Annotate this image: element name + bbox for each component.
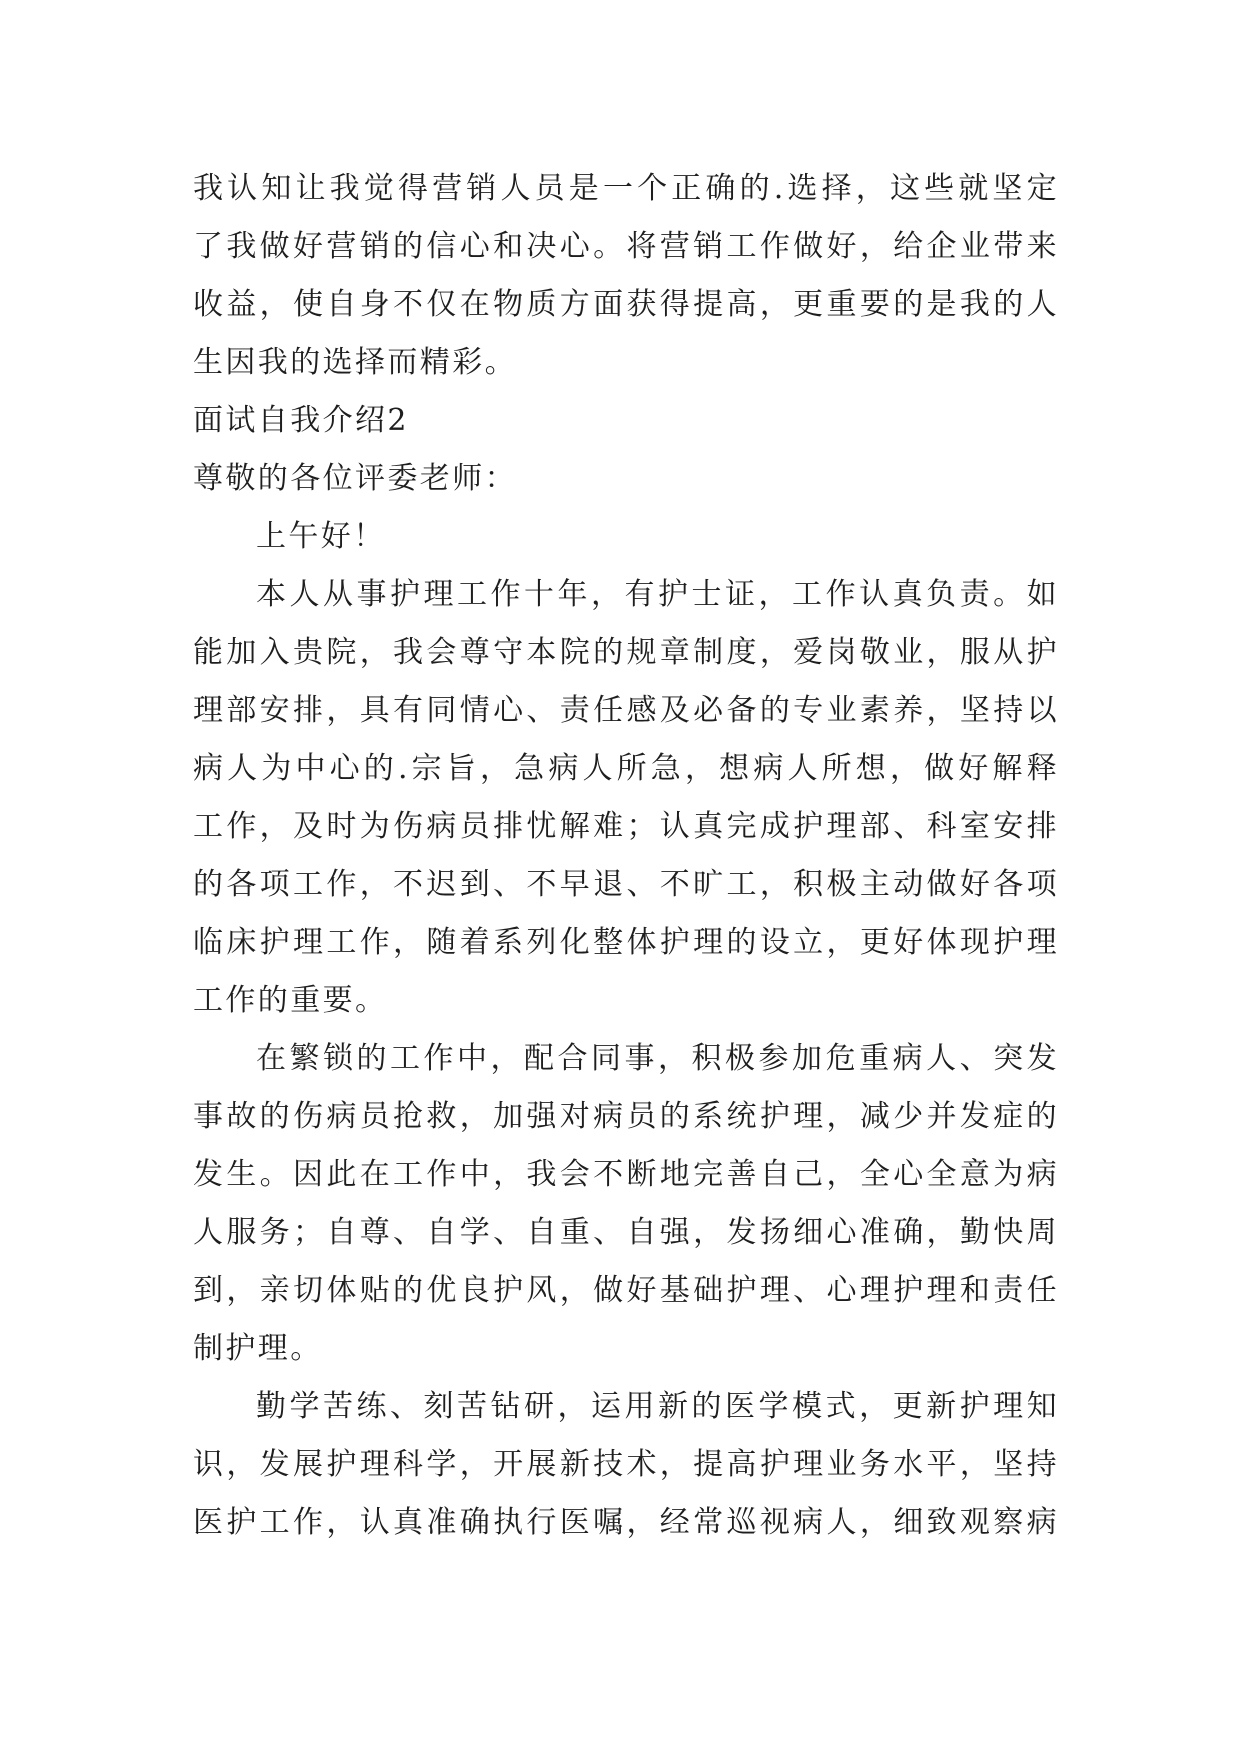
text-line: 临床护理工作，随着系列化整体护理的设立，更好体现护理: [193, 925, 1059, 960]
paragraph-experience: [193, 566, 1059, 1030]
text-line: 我认知让我觉得营销人员是一个正确的.选择，这些就坚定: [193, 171, 1059, 206]
heading-text: 面试自我介绍2: [193, 403, 409, 438]
text-line: 能加入贵院，我会尊守本院的规章制度，爱岗敬业，服从护: [193, 635, 1059, 670]
salutation: [193, 450, 1059, 508]
text-line: 事故的伤病员抢救，加强对病员的系统护理，减少并发症的: [193, 1099, 1059, 1134]
text-line: 工作的重要。: [193, 983, 388, 1018]
salutation-text: 尊敬的各位评委老师：: [193, 461, 517, 496]
greeting: [193, 508, 1059, 566]
text-line: 病人为中心的.宗旨，急病人所急，想病人所想，做好解释: [193, 751, 1059, 786]
text-line: 发生。因此在工作中，我会不断地完善自己，全心全意为病: [193, 1157, 1059, 1192]
text-line: 到，亲切体贴的优良护风，做好基础护理、心理护理和责任: [193, 1273, 1059, 1308]
text-line: 的各项工作，不迟到、不早退、不旷工，积极主动做好各项: [193, 867, 1059, 902]
text-line: 制护理。: [193, 1331, 323, 1366]
text-line: 医护工作，认真准确执行医嘱，经常巡视病人，细致观察病: [193, 1505, 1059, 1540]
text-line: 生因我的选择而精彩。: [193, 345, 517, 380]
text-line: 识，发展护理科学，开展新技术，提高护理业务水平，坚持: [193, 1447, 1059, 1482]
text-line: 人服务；自尊、自学、自重、自强，发扬细心准确，勤快周: [193, 1215, 1059, 1250]
section-heading: [193, 392, 1059, 450]
paragraph-marketing-conclusion: [193, 160, 1059, 392]
text-line: 理部安排，具有同情心、责任感及必备的专业素养，坚持以: [193, 693, 1059, 728]
text-line: 勤学苦练、刻苦钻研，运用新的医学模式，更新护理知: [256, 1389, 1059, 1424]
text-line: 了我做好营销的信心和决心。将营销工作做好，给企业带来: [193, 229, 1059, 264]
text-line: 收益，使自身不仅在物质方面获得提高，更重要的是我的人: [193, 287, 1059, 322]
paragraph-study: [193, 1378, 1059, 1552]
document-body: [193, 160, 1059, 1552]
text-line: 本人从事护理工作十年，有护士证，工作认真负责。如: [256, 577, 1059, 612]
text-line: 工作，及时为伤病员排忧解难；认真完成护理部、科室安排: [193, 809, 1059, 844]
greeting-text: 上午好！: [256, 519, 386, 554]
paragraph-teamwork: [193, 1030, 1059, 1378]
text-line: 在繁锁的工作中，配合同事，积极参加危重病人、突发: [256, 1041, 1059, 1076]
